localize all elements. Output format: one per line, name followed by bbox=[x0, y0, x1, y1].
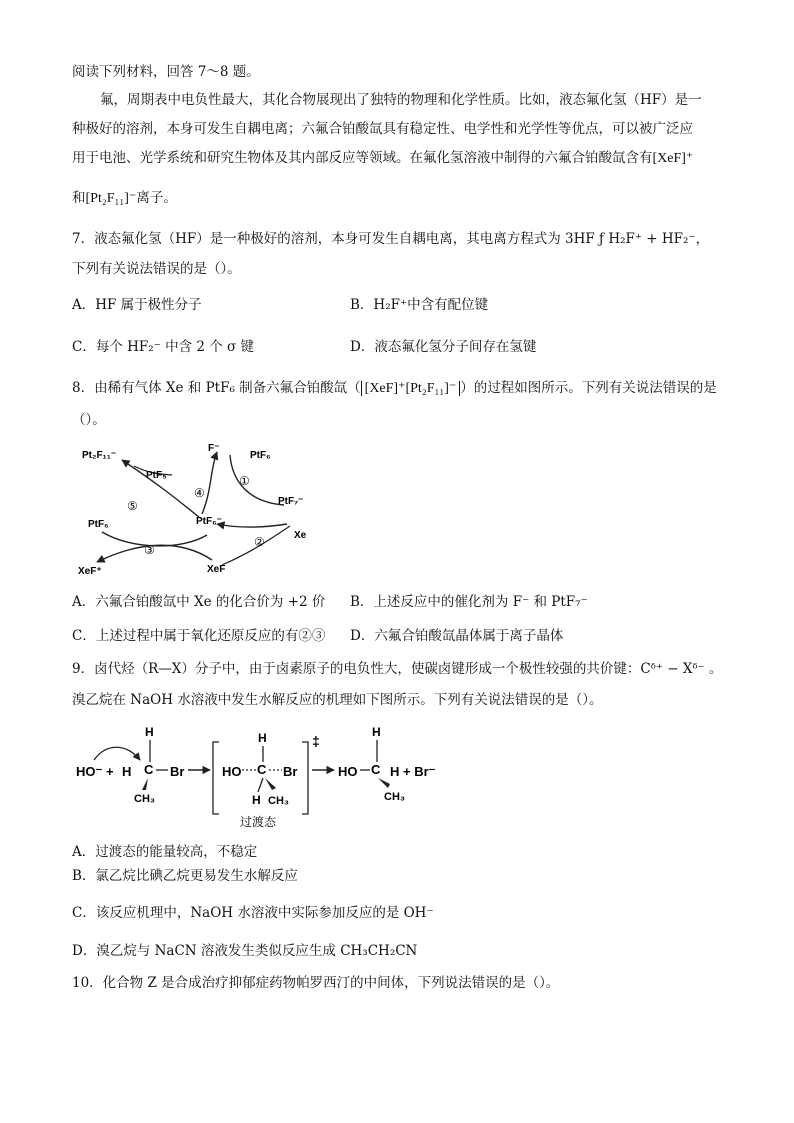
step-5-marker: ⑤ bbox=[127, 499, 138, 513]
q9-stem-2: 溴乙烷在 NaOH 水溶液中发生水解反应的机理如下图所示。下列有关说法错误的是（）。 bbox=[72, 692, 603, 708]
ts-methyl: CH₃ bbox=[268, 795, 289, 807]
label-xe: Xe bbox=[294, 530, 307, 541]
product-h-and-bromide: H + Br⁻ bbox=[390, 764, 436, 779]
intro-text: 用于电池、光学系统和研究生物体及其内部反应等领域。在氟化氢溶液中制得的六氟合铂酸氙含有 bbox=[72, 150, 653, 166]
q8-formula: [XeF]⁺[Pt₂F₁₁]⁻ bbox=[361, 381, 461, 396]
intro-ion-word: 离子。 bbox=[136, 190, 177, 206]
q9-option-c: C．该反应机理中，NaOH 水溶液中实际参加反应的是 OH⁻ bbox=[72, 905, 434, 921]
intro-paragraph-4 bbox=[72, 188, 177, 209]
q7-option-c: C．每个 HF₂⁻ 中含 2 个 σ 键 bbox=[72, 339, 255, 355]
reactant-h-left: H bbox=[122, 764, 132, 779]
intro-paragraph-1: 氟，周期表中电负性最大，其化合物展现出了独特的物理和化学性质。比如，液态氟化氢（HF）是一 bbox=[100, 92, 702, 108]
label-pt2f11: Pt₂F₁₁⁻ bbox=[82, 450, 117, 461]
q9-option-b: B．氯乙烷比碘乙烷更易发生水解反应 bbox=[72, 868, 298, 884]
bracket-left bbox=[213, 742, 219, 814]
q9-option-a: A．过渡态的能量较高，不稳定 bbox=[72, 844, 258, 860]
step-3-marker: ③ bbox=[144, 543, 155, 557]
wedge-bond bbox=[378, 778, 390, 788]
q9-option-d: D．溴乙烷与 NaCN 溶液发生类似反应生成 CH₃CH₂CN bbox=[72, 943, 418, 959]
step-1-marker: ① bbox=[239, 474, 250, 488]
intro-and: 和 bbox=[72, 190, 86, 206]
q7-stem-2: 下列有关说法错误的是（）。 bbox=[72, 261, 241, 277]
ts-hydroxyl: HO bbox=[222, 764, 242, 779]
product-hydroxyl: HO bbox=[338, 764, 358, 779]
pt2f11-ion: [Pt₂F₁₁]⁻ bbox=[85, 191, 137, 206]
arrow-step-4 bbox=[202, 452, 217, 514]
label-ptf6-top: PtF₆ bbox=[250, 450, 271, 461]
reactant-carbon: C bbox=[144, 762, 154, 777]
double-dagger: ‡ bbox=[312, 733, 320, 749]
ts-carbon: C bbox=[257, 762, 267, 777]
curved-arrow-attack bbox=[94, 747, 140, 760]
product-carbon: C bbox=[371, 762, 381, 777]
q8-option-b: B．上述反应中的催化剂为 F⁻ 和 PtF₇⁻ bbox=[350, 594, 588, 610]
q9-stem: 9．卤代烃（R—X）分子中，由于卤素原子的电负性大，使碳卤键形成一个极性较强的共价键：Cᵟ⁺ − Xᵟ⁻ 。 bbox=[72, 661, 723, 677]
q8-option-a: A．六氟合铂酸氙中 Xe 的化合价为 +2 价 bbox=[72, 594, 326, 610]
label-ptf5: PtF₅ bbox=[146, 470, 167, 481]
step-4-marker: ④ bbox=[194, 486, 205, 500]
q8-stem-text-2: ）的过程如图所示。下列有关说法错误的是 bbox=[460, 380, 717, 396]
ts-h-bottom: H bbox=[252, 793, 261, 807]
intro-line: 阅读下列材料，回答 7～8 题。 bbox=[72, 64, 260, 80]
label-ptf6-left: PtF₆ bbox=[88, 519, 109, 530]
arrow-step-2 bbox=[217, 524, 287, 527]
q8-stem-2: （）。 bbox=[72, 412, 106, 428]
ts-bromine: Br bbox=[283, 764, 298, 779]
q8-stem-text: 8．由稀有气体 Xe 和 PtF₆ 制备六氟合铂酸氙（ bbox=[72, 380, 361, 396]
q9-mechanism-diagram bbox=[72, 722, 482, 830]
label-ptf7: PtF₇⁻ bbox=[278, 496, 304, 507]
wedge-bond bbox=[265, 778, 276, 790]
intro-paragraph-3 bbox=[72, 148, 693, 169]
bracket-right bbox=[302, 742, 308, 814]
label-f-minus: F⁻ bbox=[208, 443, 220, 454]
transition-state-caption: 过渡态 bbox=[240, 815, 277, 829]
step-2-marker: ② bbox=[254, 535, 265, 549]
label-ptf6-center: PtF₆⁻ bbox=[196, 516, 222, 527]
q7-stem: 7．液态氟化氢（HF）是一种极好的溶剂，本身可发生自耦电离，其电离方程式为 3HF ƒ H₂F⁺ + HF₂⁻， bbox=[72, 231, 710, 247]
xef-ion: [XeF]⁺ bbox=[652, 151, 694, 166]
q8-reaction-cycle-diagram bbox=[72, 440, 332, 580]
q8-option-c: C．上述过程中属于氧化还原反应的有②③ bbox=[72, 628, 326, 644]
reactant-h-top: H bbox=[145, 725, 154, 739]
label-xef: XeF bbox=[207, 564, 226, 575]
reactant-methyl: CH₃ bbox=[134, 793, 155, 805]
intro-paragraph-2: 种极好的溶剂，本身可发生自耦电离；六氟合铂酸氙具有稳定性、电学性和光学性等优点，可以被广泛应 bbox=[72, 121, 693, 137]
label-xef-plus: XeF⁺ bbox=[78, 566, 102, 577]
reactant-bromine: Br bbox=[170, 764, 185, 779]
q8-option-d: D．六氟合铂酸氙晶体属于离子晶体 bbox=[350, 628, 564, 644]
product-methyl: CH₃ bbox=[384, 791, 405, 803]
bond bbox=[258, 778, 263, 792]
product-h-top: H bbox=[372, 725, 381, 739]
q7-option-b: B．H₂F⁺中含有配位键 bbox=[350, 297, 489, 313]
q8-stem bbox=[72, 378, 717, 399]
hydroxide-plus: HO⁻ + bbox=[76, 764, 114, 779]
q10-stem: 10．化合物 Z 是合成治疗抑郁症药物帕罗西汀的中间体，下列说法错误的是（）。 bbox=[72, 975, 560, 991]
q7-option-a: A．HF 属于极性分子 bbox=[72, 297, 202, 313]
wedge-bond bbox=[142, 778, 148, 790]
q7-option-d: D．液态氟化氢分子间存在氢键 bbox=[350, 339, 537, 355]
ts-h-top: H bbox=[258, 731, 267, 745]
